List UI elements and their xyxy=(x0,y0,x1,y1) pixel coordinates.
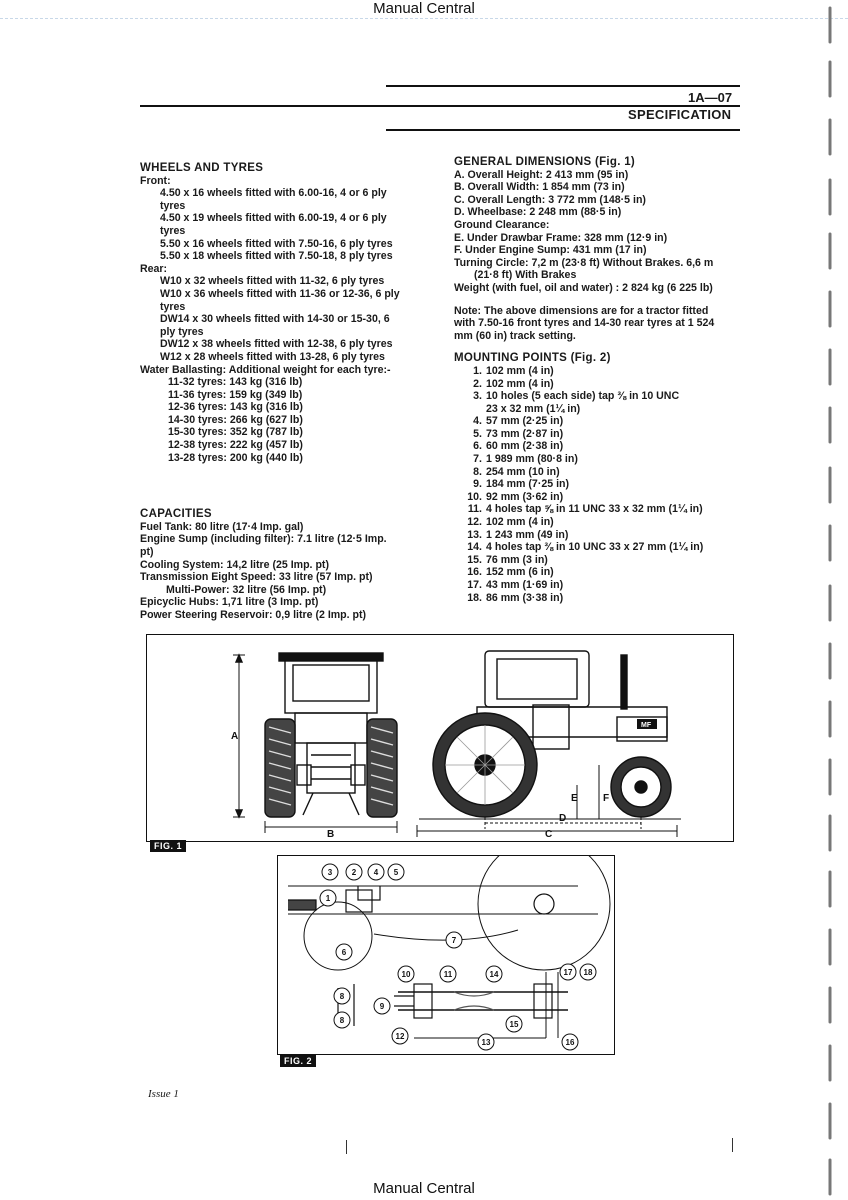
mounting-number: 9. xyxy=(473,478,482,491)
capacities-title: CAPACITIES xyxy=(140,508,212,521)
mounting-text: 57 mm (2·25 in) xyxy=(486,415,564,428)
mounting-text: 4 holes tap ⅜ in 10 UNC 33 x 27 mm (1¼ in) xyxy=(486,541,704,554)
capacity-value: 14,2 litre (25 Imp. pt) xyxy=(223,558,329,571)
ballast-label: Water Ballasting: xyxy=(140,363,227,376)
mounting-number: 16. xyxy=(467,566,482,579)
dimension-value: 3 772 mm (148·5 in) xyxy=(545,193,646,206)
capacity-value: Multi-Power: 32 litre (56 Imp. pt) xyxy=(166,583,327,596)
ballast-line: 11-32 tyres: 143 kg (316 lb) xyxy=(168,376,303,389)
ballast-line: 13-28 tyres: 200 kg (440 lb) xyxy=(168,451,303,464)
dimension-line xyxy=(454,269,744,282)
note-label: Note: xyxy=(454,304,482,317)
rear-line: ply tyres xyxy=(160,325,204,338)
page-number: 1A—07 xyxy=(688,90,733,105)
mounting-number: 11. xyxy=(467,503,482,516)
dimension-label: C. Overall Length: xyxy=(454,193,546,206)
note-line: mm (60 in) track setting. xyxy=(454,329,576,342)
dimension-label: E. Under Drawbar Frame: xyxy=(454,231,582,244)
dimension-line xyxy=(454,181,744,194)
mounting-number: 5. xyxy=(473,427,482,440)
front-line: 4.50 x 19 wheels fitted with 6.00-19, 4 or 6 ply xyxy=(160,212,387,225)
callout-11: 11 xyxy=(443,970,453,979)
footer-banner: Manual Central xyxy=(373,1180,475,1197)
mounting-number: 1. xyxy=(473,364,482,377)
mounting-item xyxy=(454,390,744,403)
dim-d-label: D xyxy=(559,813,567,824)
dimension-label: F. Under Engine Sump: xyxy=(454,244,570,257)
callout-8: 8 xyxy=(339,1016,345,1025)
capacity-line xyxy=(140,559,440,572)
mounting-item xyxy=(454,453,744,466)
mounting-text: 1 989 mm (80·8 in) xyxy=(486,453,578,466)
dimension-label: Turning Circle: xyxy=(454,256,529,269)
rear-line: tyres xyxy=(160,300,186,313)
ballast-heading xyxy=(140,364,440,377)
front-line: tyres xyxy=(160,224,186,237)
dimension-value: (with fuel, oil and water) : 2 824 kg (6 225 lb) xyxy=(489,281,713,294)
mounting-number: 4. xyxy=(473,415,482,428)
figure-1-label: FIG. 1 xyxy=(150,840,186,852)
ballast-text: Additional weight for each tyre:- xyxy=(226,363,391,376)
callout-3: 3 xyxy=(327,868,333,877)
mounting-number: 14. xyxy=(467,541,482,554)
dimension-label: D. Wheelbase: xyxy=(454,206,527,219)
mounting-item xyxy=(454,529,744,542)
callout-15: 15 xyxy=(509,1020,519,1029)
capacity-label: Engine Sump xyxy=(140,533,208,546)
dim-f-label: F xyxy=(603,793,610,804)
header-banner: Manual Central xyxy=(373,0,475,17)
mf-badge-text: MF xyxy=(641,722,652,729)
mounting-number xyxy=(454,403,486,416)
ballast-line: 14-30 tyres: 266 kg (627 lb) xyxy=(168,413,303,426)
dimension-line xyxy=(454,244,744,257)
note-line: with 7.50-16 front tyres and 14-30 rear tyres at 1 524 xyxy=(454,317,715,330)
capacity-value: (including filter): 7.1 litre (12·5 Imp. xyxy=(207,533,387,546)
rear-line: DW12 x 38 wheels fitted with 12-38, 6 ply tyres xyxy=(160,338,393,351)
mounting-number: 15. xyxy=(467,553,482,566)
mounting-text: 76 mm (3 in) xyxy=(486,553,548,566)
crop-mark-left xyxy=(346,1140,347,1154)
callout-9: 9 xyxy=(379,1002,385,1011)
mounting-item xyxy=(454,403,744,416)
capacity-label: Fuel Tank: xyxy=(140,520,193,533)
section-title: SPECIFICATION xyxy=(628,107,732,122)
capacity-value: 0,9 litre (2 Imp. pt) xyxy=(272,609,367,621)
wheels-title: WHEELS AND TYRES xyxy=(140,162,264,174)
mounting-number: 12. xyxy=(467,516,482,529)
capacity-line xyxy=(140,546,440,559)
capacity-label: Cooling System: xyxy=(140,558,224,571)
callout-17: 17 xyxy=(563,968,573,977)
note-line xyxy=(454,305,744,318)
mounting-number: 13. xyxy=(467,528,482,541)
mounting-number: 8. xyxy=(473,465,482,478)
callout-1: 1 xyxy=(325,894,331,903)
mounting-text: 152 mm (6 in) xyxy=(486,566,554,579)
mounting-number: 6. xyxy=(473,440,482,453)
callout-18: 18 xyxy=(583,968,593,977)
dimension-line xyxy=(454,206,744,219)
front-line: 4.50 x 16 wheels fitted with 6.00-16, 4 or 6 ply xyxy=(160,187,387,200)
mounting-item xyxy=(454,554,744,567)
capacity-line xyxy=(140,609,440,622)
dimension-label: Ground Clearance: xyxy=(454,218,550,231)
mounting-item xyxy=(454,440,744,453)
dimension-value: 1 854 mm (73 in) xyxy=(539,181,625,194)
mounting-item xyxy=(454,466,744,479)
mounting-text: 60 mm (2·38 in) xyxy=(486,440,564,453)
rear-line: W10 x 32 wheels fitted with 11-32, 6 ply tyres xyxy=(160,275,385,288)
capacity-value: 33 litre (57 Imp. pt) xyxy=(275,571,373,584)
mounting-number: 2. xyxy=(473,377,482,390)
dimension-value: 328 mm (12·9 in) xyxy=(581,231,668,244)
mounting-item xyxy=(454,365,744,378)
capacity-label: Epicyclic Hubs: xyxy=(140,596,219,609)
ballast-line: 15-30 tyres: 352 kg (787 lb) xyxy=(168,426,303,439)
dim-b-label: B xyxy=(327,829,335,840)
figure-1-tractor-dimensions xyxy=(146,634,734,842)
mounting-number: 17. xyxy=(467,579,482,591)
callout-13: 13 xyxy=(481,1038,491,1047)
rear-label: Rear: xyxy=(140,262,168,275)
dimensions-title: GENERAL DIMENSIONS (Fig. 1) xyxy=(454,156,636,168)
capacity-value: 80 litre (17·4 Imp. gal) xyxy=(192,520,304,533)
ballast-line: 12-38 tyres: 222 kg (457 lb) xyxy=(168,439,303,452)
mounting-text: 73 mm (2·87 in) xyxy=(486,427,564,440)
rear-line: DW14 x 30 wheels fitted with 14-30 or 15-30, 6 xyxy=(160,313,390,326)
note-text: The above dimensions are for a tractor fitted xyxy=(481,304,709,317)
mounting-text: 23 x 32 mm (1¼ in) xyxy=(486,402,581,415)
dimension-label: Weight xyxy=(454,281,490,294)
header-rule-top xyxy=(386,85,740,87)
callout-6: 6 xyxy=(341,948,347,957)
capacity-line xyxy=(140,584,440,597)
front-line: 5.50 x 18 wheels fitted with 7.50-18, 8 ply tyres xyxy=(160,250,393,263)
header-rule xyxy=(0,18,848,19)
issue-note: Issue 1 xyxy=(148,1088,179,1100)
mounting-item xyxy=(454,516,744,529)
front-label: Front: xyxy=(140,174,171,187)
mounting-text: 43 mm (1·69 in) xyxy=(486,579,564,591)
front-line: 5.50 x 16 wheels fitted with 7.50-16, 6 ply tyres xyxy=(160,237,393,250)
figure-1-drawing xyxy=(147,635,733,841)
mounting-item xyxy=(454,503,744,516)
capacity-value: 1,71 litre (3 Imp. pt) xyxy=(218,596,319,609)
mounting-item xyxy=(454,579,744,592)
mounting-text: 102 mm (4 in) xyxy=(486,516,554,529)
callout-12: 12 xyxy=(395,1032,405,1041)
callout-10: 10 xyxy=(401,970,411,979)
capacity-line xyxy=(140,533,440,546)
dimension-line xyxy=(454,232,744,245)
dim-c-label: C xyxy=(545,829,553,840)
mounting-text: 1 243 mm (49 in) xyxy=(486,528,569,541)
figure-2-drawing xyxy=(278,856,614,1054)
mounting-text: 254 mm (10 in) xyxy=(486,465,560,478)
capacity-label: Power Steering Reservoir: xyxy=(140,609,273,621)
callout-5: 5 xyxy=(393,868,399,877)
rear-line: W10 x 36 wheels fitted with 11-36 or 12-36, 6 ply xyxy=(160,287,400,300)
dimension-line xyxy=(454,282,744,295)
capacity-line xyxy=(140,521,440,534)
mounting-text: 10 holes (5 each side) tap ⅜ in 10 UNC xyxy=(486,390,680,403)
callout-4: 4 xyxy=(373,868,379,877)
exhaust-stack xyxy=(621,655,627,709)
figure-2-label: FIG. 2 xyxy=(280,1055,316,1067)
dimension-value: 431 mm (17 in) xyxy=(569,244,647,257)
dim-a-label: A xyxy=(231,731,239,742)
ballast-line: 12-36 tyres: 143 kg (316 lb) xyxy=(168,401,303,414)
dimension-line xyxy=(454,257,744,270)
mounting-item xyxy=(454,378,744,391)
mounting-item xyxy=(454,478,744,491)
rear-line: W12 x 28 wheels fitted with 13-28, 6 ply tyres xyxy=(160,350,385,363)
dimension-value: 7,2 m (23·8 ft) Without Brakes. 6,6 m xyxy=(528,256,714,269)
mounting-text: 184 mm (7·25 in) xyxy=(486,478,570,491)
mounting-title: MOUNTING POINTS (Fig. 2) xyxy=(454,352,611,365)
capacity-value: pt) xyxy=(140,546,154,559)
dimension-value: 2 413 mm (95 in) xyxy=(542,168,629,181)
dimension-label: B. Overall Width: xyxy=(454,181,540,194)
dim-e-label: E xyxy=(571,793,578,804)
dimension-label: A. Overall Height: xyxy=(454,168,543,181)
mounting-item xyxy=(454,491,744,504)
capacity-label: Transmission Eight Speed: xyxy=(140,571,276,584)
dimension-line xyxy=(454,169,744,182)
mounting-number: 7. xyxy=(473,453,482,466)
callout-16: 16 xyxy=(565,1038,575,1047)
callout-8: 8 xyxy=(339,992,345,1001)
ballast-line: 11-36 tyres: 159 kg (349 lb) xyxy=(168,388,303,401)
dimension-line xyxy=(454,194,744,207)
mounting-item xyxy=(454,428,744,441)
mounting-item xyxy=(454,592,744,605)
mounting-number: 10. xyxy=(467,490,482,503)
callout-7: 7 xyxy=(451,936,457,945)
left-column xyxy=(140,162,440,622)
dimension-value: 2 248 mm (88·5 in) xyxy=(526,206,622,219)
mounting-number: 3. xyxy=(473,390,482,403)
mounting-item xyxy=(454,541,744,554)
front-line: tyres xyxy=(160,199,186,212)
figure-2-mounting-points xyxy=(277,855,615,1055)
right-column xyxy=(454,156,744,604)
mounting-text: 86 mm (3·38 in) xyxy=(486,591,564,604)
mounting-item xyxy=(454,415,744,428)
mounting-text: 4 holes tap ⅝ in 11 UNC 33 x 32 mm (1¼ in) xyxy=(486,503,703,516)
dimension-line xyxy=(454,219,744,232)
capacity-line xyxy=(140,596,440,609)
capacity-line xyxy=(140,571,440,584)
mounting-text: 102 mm (4 in) xyxy=(486,377,554,390)
mounting-text: 92 mm (3·62 in) xyxy=(486,490,564,503)
mounting-item xyxy=(454,566,744,579)
callout-2: 2 xyxy=(351,868,357,877)
mounting-text: 102 mm (4 in) xyxy=(486,364,554,377)
header-rule-bottom xyxy=(386,129,740,131)
callout-14: 14 xyxy=(489,970,499,979)
mounting-number: 18. xyxy=(467,591,482,604)
dimension-value: (21·8 ft) With Brakes xyxy=(474,269,577,282)
crop-mark-right xyxy=(732,1138,733,1152)
